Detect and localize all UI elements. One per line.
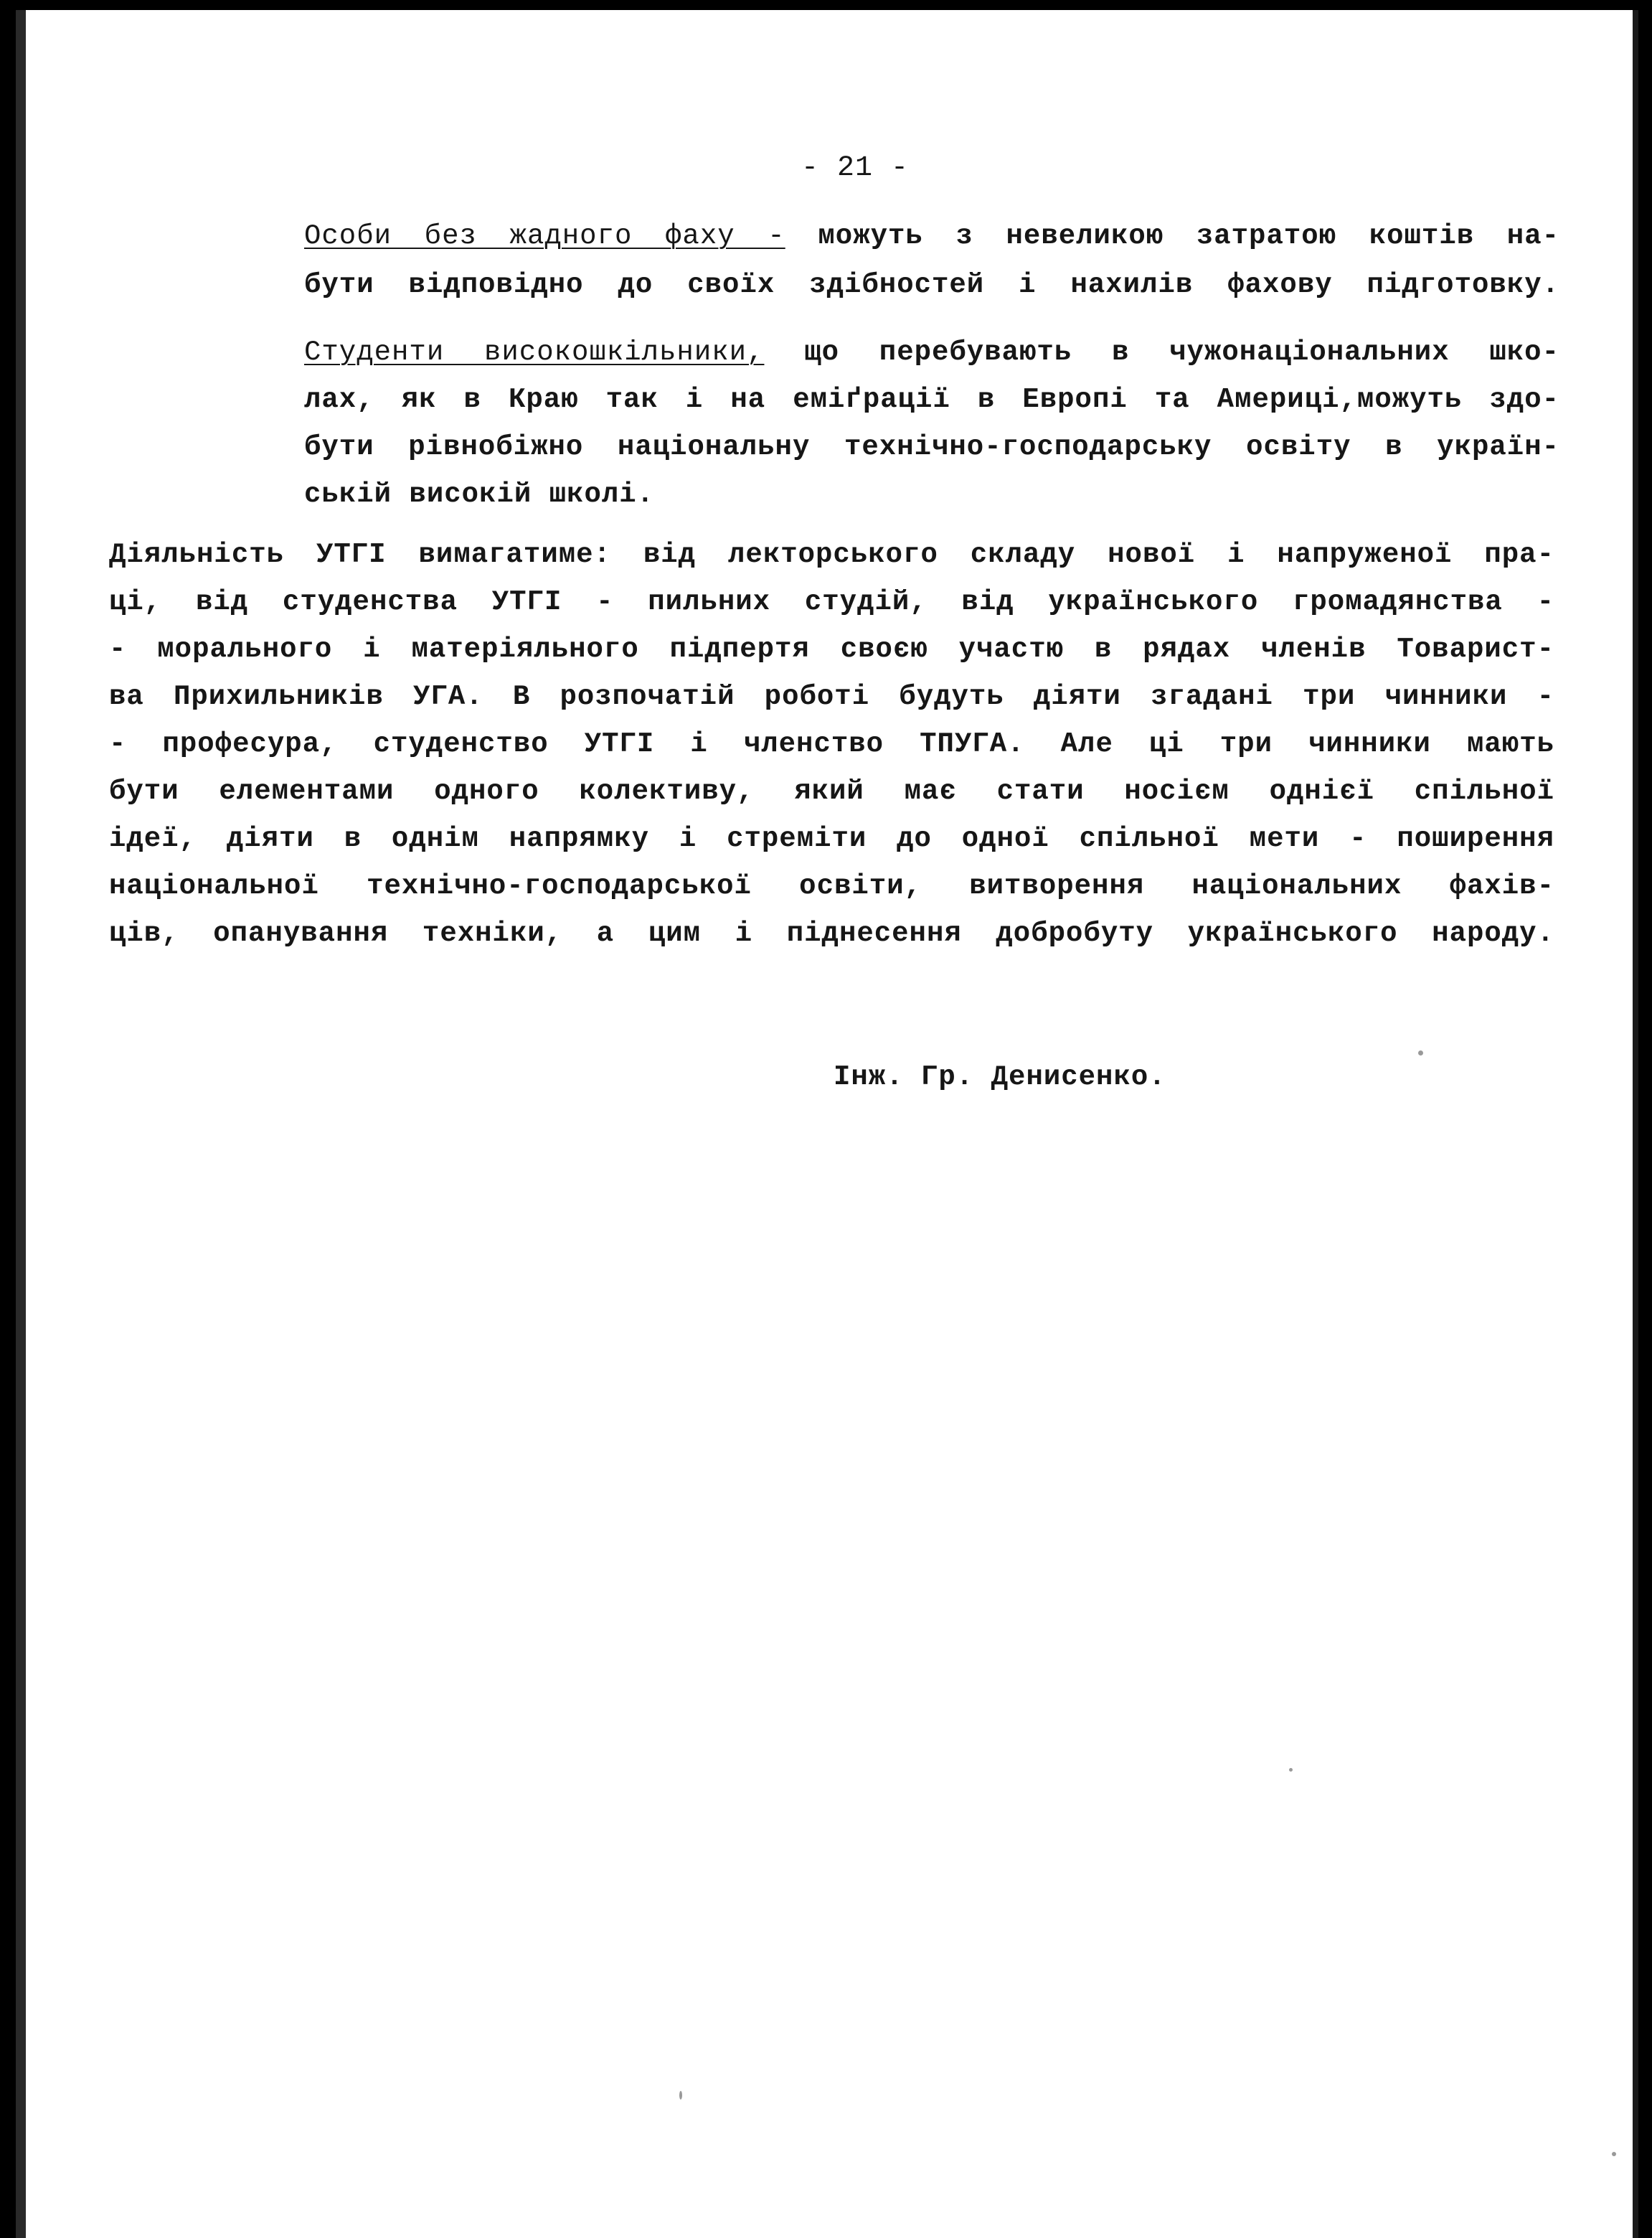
paragraph-3-line-5: - професура, студенство УТГІ і членство ТПУГА. Але ці три чинники мають (109, 728, 1554, 760)
document-page (16, 10, 1638, 2238)
paragraph-2-line-4: ській високій школі. (304, 479, 655, 510)
paragraph-1-line-2: бути відповідно до своїх здібностей і нахилів фахову підготовку. (304, 269, 1559, 301)
scan-speck (1418, 1050, 1423, 1055)
scan-edge-left (16, 10, 26, 2238)
paragraph-3-line-2: ці, від студенства УТГІ - пильних студій, від українського громадянства - (109, 586, 1554, 618)
signature: Інж. Гр. Денисенко. (834, 1061, 1166, 1093)
scan-speck (679, 2091, 682, 2100)
paragraph-3-line-8: національної технічно-господарської освіти, витворення національних фахів- (109, 870, 1554, 902)
paragraph-2-line-1 (304, 339, 1559, 367)
paragraph-2-lead: Студенти високошкільники, (304, 337, 765, 368)
paragraph-2-line-2: лах, як в Краю так і на еміґрації в Европі та Америці,можуть здо- (304, 384, 1559, 415)
paragraph-3-line-7: ідеї, діяти в однім напрямку і стреміти до одної спільної мети - поширення (109, 823, 1554, 855)
paragraph-3-line-9: ців, опанування техніки, а цим і піднесення добробуту українського народу. (109, 918, 1554, 949)
paragraph-2-line-3: бути рівнобіжно національну технічно-господарську освіту в україн- (304, 431, 1559, 463)
paragraph-1-line-1-rest: можуть з невеликою затратою коштів на- (818, 220, 1560, 252)
scan-speck (1612, 2152, 1616, 2156)
scan-edge-right (1633, 10, 1638, 2238)
paragraph-1-line-1 (304, 222, 1559, 250)
scan-speck (1289, 1768, 1293, 1772)
page-number: - 21 - (801, 152, 910, 184)
paragraph-3-line-1: Діяльність УТГІ вимагатиме: від лекторського складу нової і напруженої пра- (109, 539, 1554, 570)
paragraph-3-line-6: бути елементами одного колективу, який має стати носієм однієї спільної (109, 776, 1554, 807)
paragraph-3-line-3: - морального і матеріяльного підпертя своєю участю в рядах членів Товарист- (109, 634, 1554, 665)
paragraph-2-line-1-rest: що перебувають в чужонаціональних шко- (804, 337, 1559, 368)
paragraph-3-line-4: ва Прихильників УГА. В розпочатій роботі будуть діяти згадані три чинники - (109, 681, 1554, 713)
paragraph-1-lead: Особи без жадного фаху - (304, 220, 785, 252)
